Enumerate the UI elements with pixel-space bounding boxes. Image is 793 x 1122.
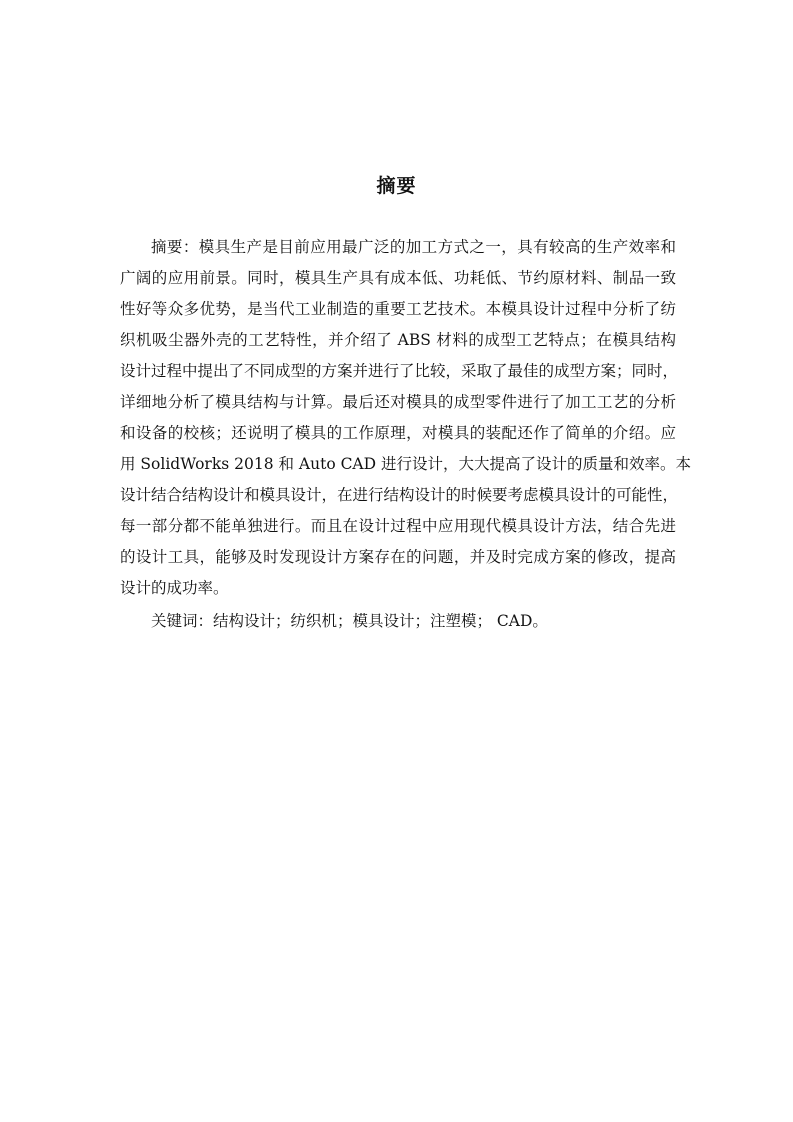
abstract-line-5: 设计过程中提出了不同成型的方案并进行了比较，采取了最佳的成型方案；同时， [120,362,679,380]
abstract-line-4: 织机吸尘器外壳的工艺特性，并介绍了 ABS 材料的成型工艺特点；在模具结构 [120,331,676,349]
abstract-line-8: 用 SolidWorks 2018 和 Auto CAD 进行设计，大大提高了设计的质量和效率。本 [120,455,691,473]
abstract-line-7: 和设备的校核；还说明了模具的工作原理，对模具的装配还作了简单的介绍。应 [120,424,676,442]
abstract-line-6: 详细地分析了模具结构与计算。最后还对模具的成型零件进行了加工工艺的分析 [120,393,676,411]
keywords-line: 关键词：结构设计；纺织机；模具设计；注塑模； CAD。 [151,612,548,630]
page-title: 摘要 [376,175,417,197]
abstract-line-10: 每一部分都不能单独进行。而且在设计过程中应用现代模具设计方法，结合先进 [120,517,676,535]
abstract-line-11: 的设计工具，能够及时发现设计方案存在的问题，并及时完成方案的修改，提高 [120,548,676,566]
abstract-line-12: 设计的成功率。 [120,579,229,597]
abstract-line-3: 性好等众多优势，是当代工业制造的重要工艺技术。本模具设计过程中分析了纺 [120,300,676,318]
abstract-line-1: 摘要：模具生产是目前应用最广泛的加工方式之一，具有较高的生产效率和 [151,238,676,256]
abstract-line-2: 广阔的应用前景。同时，模具生产具有成本低、功耗低、节约原材料、制品一致 [120,269,676,287]
abstract-line-9: 设计结合结构设计和模具设计，在进行结构设计的时候要考虑模具设计的可能性， [120,486,679,504]
